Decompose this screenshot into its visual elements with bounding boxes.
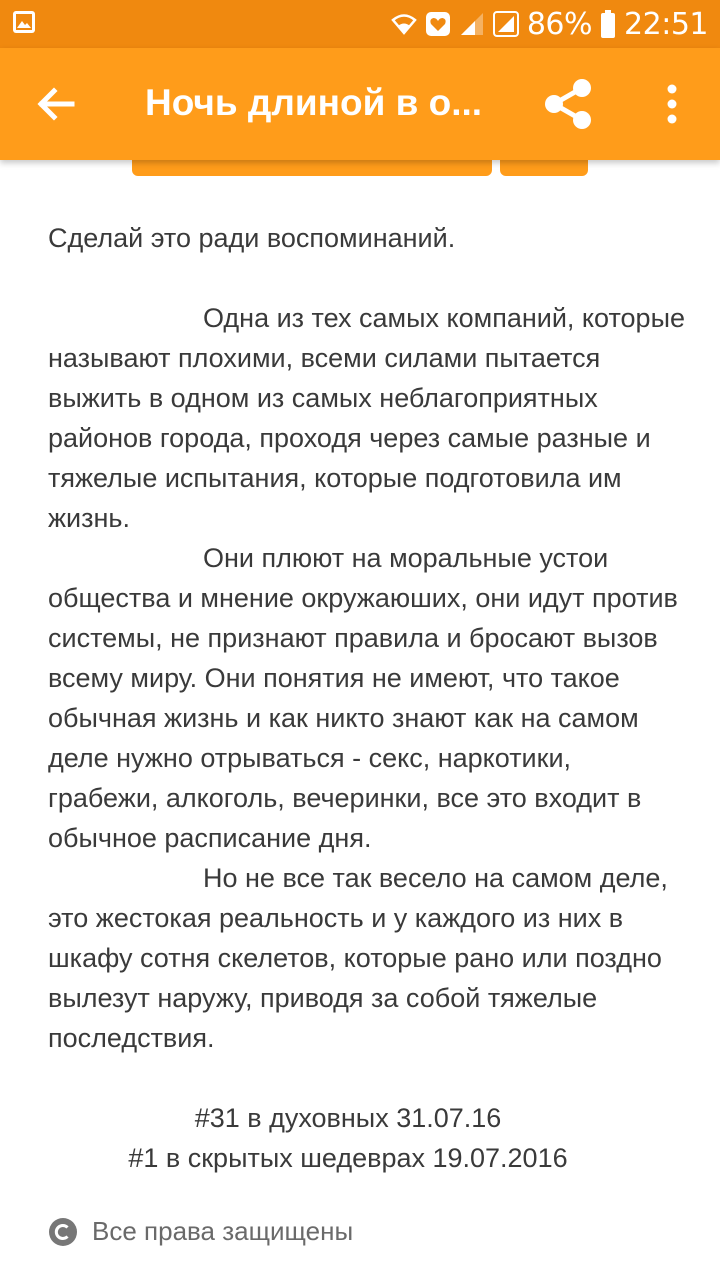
paragraph-2: Они плюют на моральные устои общества и мнение окружаюших, они идут против системы, не признают правила и бросают вызов всему миру. Они понятия не имеют, что такое обычная жизнь и как никто знают как на самом деле нужно отрываться - секс, наркотики, грабежи, алкоголь, вечеринки, все это входит в обычное расписание дня. [48,543,678,853]
signal-icon [459,11,485,37]
app-toolbar [0,48,720,160]
heart-icon [425,11,451,37]
arrow-left-icon[interactable] [30,78,82,130]
page-title: Ночь длиной в о... [145,82,483,123]
tagline: Сделай это ради воспоминаний. [48,223,456,253]
more-vert-icon[interactable] [650,78,694,130]
battery-percent: 86% [526,6,593,42]
signal-icon [493,11,519,37]
ranking-line: #31 в духовных 31.07.16 [194,1103,502,1133]
paragraph-1: Одна из тех самых компаний, которые называют плохими, всеми силами пытается выжить в одном из самых неблагоприятных районов города, проходя через самые разные и тяжелые испытания, которые подготовила им жизнь. [48,303,685,533]
wifi-icon [391,11,417,37]
copyright-icon [48,1217,78,1247]
status-bar [0,0,720,48]
paragraph-3: Но не все так весело на самом деле, это жестокая реальность и у каждого из них в шкафу сотня скелетов, которые рано или поздно вылезут наружу, приводя за собой тяжелые последствия. [48,863,668,1053]
share-icon[interactable] [540,76,596,132]
copyright-row [48,1216,353,1247]
story-description [48,218,688,1178]
ranking-line: #1 в скрытых шедеврах 19.07.2016 [128,1143,568,1173]
spacer [48,258,688,298]
gallery-icon [12,10,36,34]
clock: 22:51 [624,6,708,42]
copyright-text: Все права защищены [92,1216,354,1246]
battery-icon [600,10,616,38]
spacer [48,1058,688,1098]
